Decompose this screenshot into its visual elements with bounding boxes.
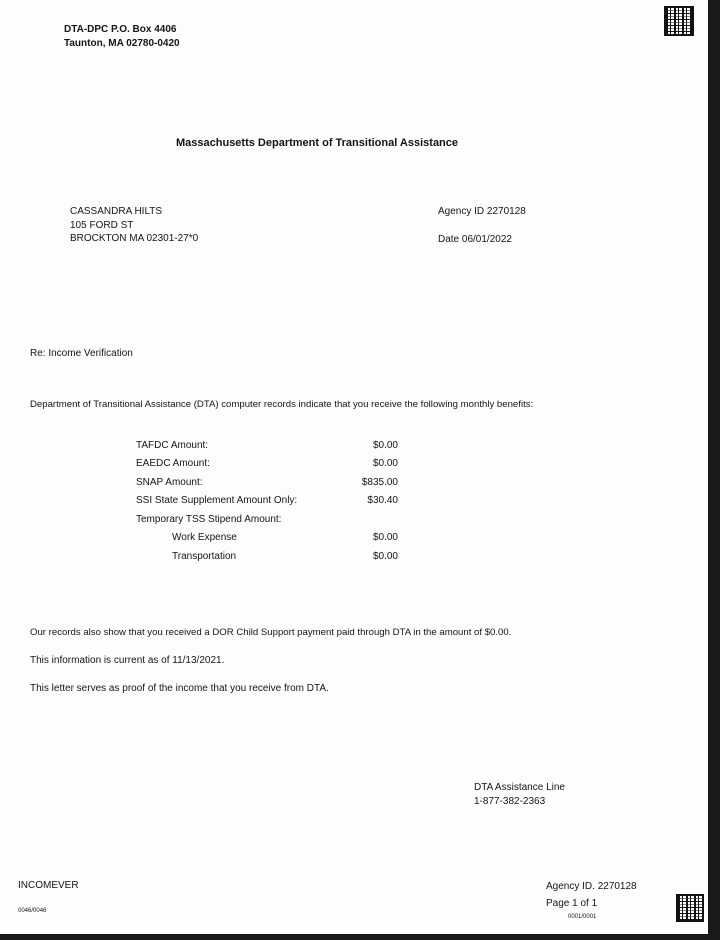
recipient-street: 105 FORD ST [70, 220, 134, 231]
recipient-city: BROCKTON MA 02301-27*0 [70, 233, 199, 244]
benefit-value-ssi: $30.40 [367, 495, 398, 506]
bottom-2d-barcode [676, 894, 704, 922]
sender-line-2: Taunton, MA 02780-0420 [64, 38, 180, 49]
assistance-line-phone: 1-877-382-2363 [474, 796, 546, 807]
benefit-label-work-expense: Work Expense [172, 532, 237, 543]
footer-sequence-left: 0046/0046 [18, 908, 47, 914]
benefit-label-eaedc: EAEDC Amount: [136, 458, 210, 469]
benefit-value-transportation: $0.00 [372, 551, 398, 562]
letter-heading: Massachusetts Department of Transitional Assistance [176, 137, 459, 149]
footer-agency-id: Agency ID. 2270128 [546, 881, 637, 892]
sender-line-1: DTA-DPC P.O. Box 4406 [64, 24, 177, 35]
intro-text: Department of Transitional Assistance (DTA) computer records indicate that you receive the following monthly benefits: [30, 399, 534, 410]
benefit-value-tafdc: $0.00 [372, 440, 398, 451]
agency-id: Agency ID 2270128 [438, 206, 526, 217]
page-number: Page 1 of 1 [546, 898, 598, 909]
benefit-label-tss: Temporary TSS Stipend Amount: [136, 514, 282, 525]
footer-sequence-right: 0001/0001 [568, 914, 597, 920]
child-support-paragraph: Our records also show that you received a DOR Child Support payment paid through DTA in the amount of $0.00. [30, 627, 512, 638]
benefit-label-tafdc: TAFDC Amount: [136, 440, 209, 451]
letter-date: Date 06/01/2022 [438, 234, 512, 245]
top-2d-barcode [664, 6, 694, 36]
benefit-value-snap: $835.00 [361, 477, 398, 488]
recipient-name: CASSANDRA HILTS [70, 206, 163, 217]
benefit-label-ssi: SSI State Supplement Amount Only: [136, 495, 298, 506]
re-line: Re: Income Verification [30, 348, 133, 359]
benefit-value-eaedc: $0.00 [372, 458, 398, 469]
assistance-line-title: DTA Assistance Line [474, 782, 565, 793]
form-code: INCOMEVER [18, 880, 79, 891]
benefit-value-work-expense: $0.00 [372, 532, 398, 543]
benefit-label-snap: SNAP Amount: [136, 477, 203, 488]
benefit-label-transportation: Transportation [172, 551, 237, 562]
proof-of-income-paragraph: This letter serves as proof of the income that you receive from DTA. [30, 683, 329, 694]
current-as-of-paragraph: This information is current as of 11/13/2021. [30, 655, 225, 666]
